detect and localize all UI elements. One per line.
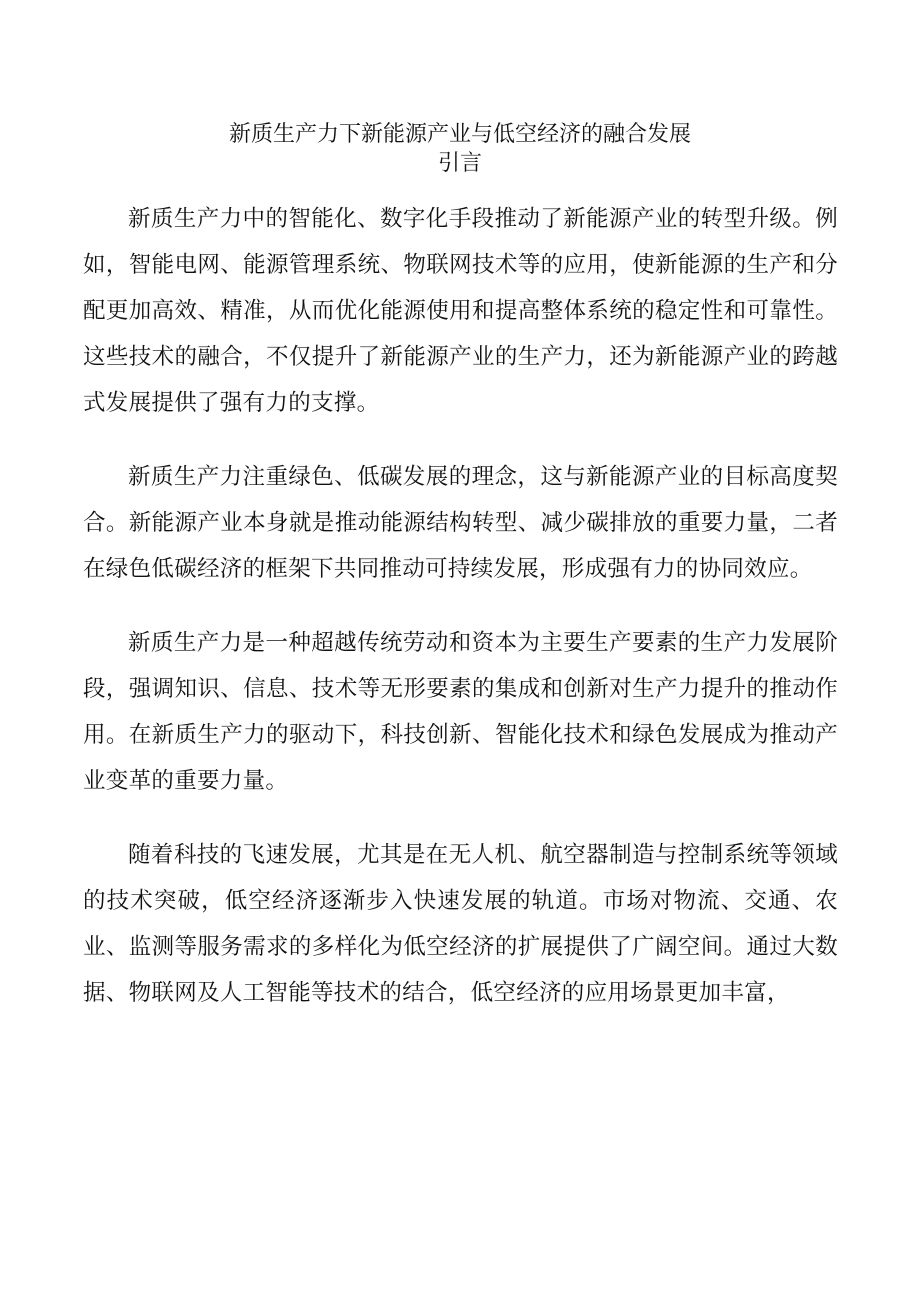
paragraph-3: 新质生产力是一种超越传统劳动和资本为主要生产要素的生产力发展阶段，强调知识、信息、技术等无形要素的集成和创新对生产力提升的推动作用。在新质生产力的驱动下，科技创新、智能化技术和绿色发展成为推动产业变革的重要力量。	[83, 630, 838, 794]
section-heading-introduction: 引言	[437, 151, 482, 176]
paragraph-1: 新质生产力中的智能化、数字化手段推动了新能源产业的转型升级。例如，智能电网、能源管理系统、物联网技术等的应用，使新能源的生产和分配更加高效、精准，从而优化能源使用和提高整体系统的稳定性和可靠性。这些技术的融合，不仅提升了新能源产业的生产力，还为新能源产业的跨越式发展提供了强有力的支撑。	[83, 206, 838, 416]
document-body	[83, 196, 838, 1044]
paragraph-2: 新质生产力注重绿色、低碳发展的理念，这与新能源产业的目标高度契合。新能源产业本身就是推动能源结构转型、减少碳排放的重要力量，二者在绿色低碳经济的框架下共同推动可持续发展，形成强有力的协同效应。	[83, 464, 838, 582]
document-title: 新质生产力下新能源产业与低空经济的融合发展	[228, 122, 691, 147]
paragraph-4: 随着科技的飞速发展，尤其是在无人机、航空器制造与控制系统等领域的技术突破，低空经济逐渐步入快速发展的轨道。市场对物流、交通、农业、监测等服务需求的多样化为低空经济的扩展提供了广阔空间。通过大数据、物联网及人工智能等技术的结合，低空经济的应用场景更加丰富，	[83, 842, 838, 1006]
